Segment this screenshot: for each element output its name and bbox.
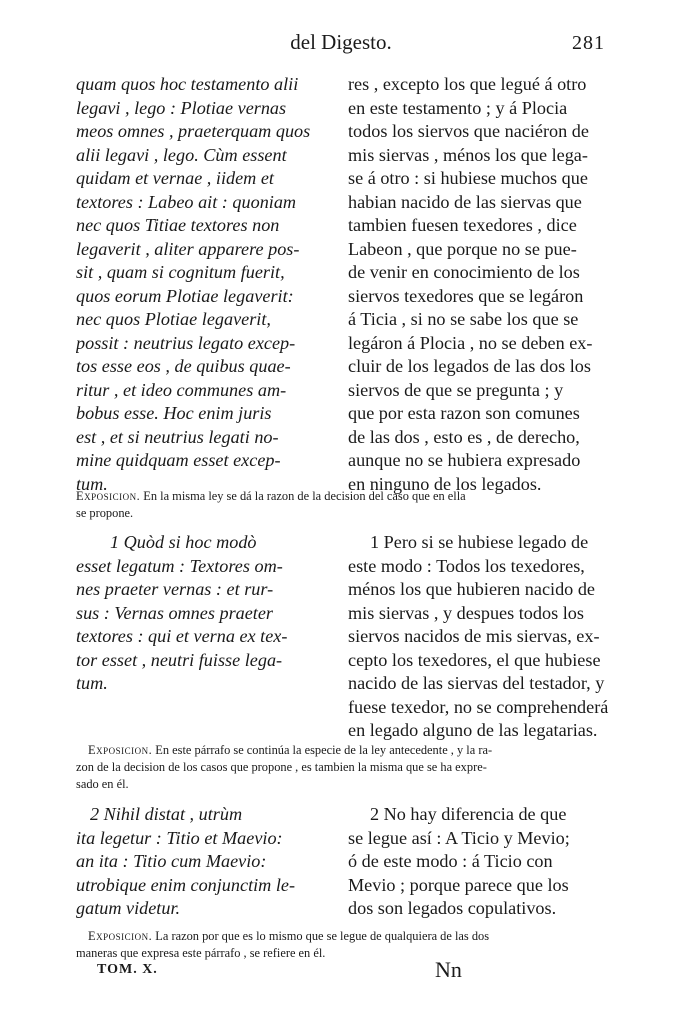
page-number: 281	[572, 32, 605, 54]
latin-column	[76, 531, 340, 696]
spanish-line: se á otro : si hubiese muchos que	[348, 168, 588, 188]
latin-line: utrobique enim conjunctim le-	[76, 874, 296, 895]
spanish-line: que por esta razon son comunes	[348, 403, 580, 423]
latin-column	[76, 73, 340, 496]
spanish-line: habian nacido de las siervas que	[348, 191, 582, 212]
exposition-line	[76, 742, 608, 759]
latin-line: nec quos Titiae textores non	[76, 215, 280, 235]
exposition-note	[76, 742, 608, 793]
latin-line: legaverit , aliter apparere pos-	[76, 238, 300, 259]
signature-mark: Nn	[435, 957, 462, 982]
spanish-line: nacido de las siervas del testador, y	[348, 673, 605, 693]
latin-line: alii legavi , lego. Cùm essent	[76, 144, 287, 165]
latin-line: textores : Labeo ait : quoniam	[76, 191, 297, 212]
exposition-text: En este párrafo se continúa la especie de la ley antecedente , y la ra-	[152, 743, 493, 757]
spanish-line: de las dos , esto es , de derecho,	[348, 426, 580, 447]
latin-line: tum.	[76, 473, 108, 494]
spanish-line: Mevio ; porque parece que los	[348, 874, 569, 895]
latin-line: ritur , et ideo communes am-	[76, 379, 287, 400]
latin-column	[76, 803, 340, 921]
exposition-text: La razon por que es lo mismo que se legue de qualquiera de las dos	[152, 929, 490, 943]
latin-line: textores : qui et verna ex tex-	[76, 626, 288, 646]
latin-line: est , et si neutrius legati no-	[76, 426, 279, 447]
latin-line: quidam et vernae , iidem et	[76, 168, 274, 188]
spanish-line: Labeon , que porque no se pue-	[348, 238, 577, 259]
spanish-line: mis siervas , y despues todos los	[348, 602, 584, 623]
exposition-label: Exposicion.	[76, 489, 141, 503]
spanish-line: cepto los texedores, el que hubiese	[348, 649, 601, 670]
spanish-line: res , excepto los que legué á otro	[348, 74, 587, 94]
latin-line: legavi , lego : Plotiae vernas	[76, 97, 287, 118]
spanish-line: á Ticia , si no se sabe los que se	[348, 309, 579, 329]
latin-line: sus : Vernas omnes praeter	[76, 602, 274, 623]
latin-line: possit : neutrius legato excep-	[76, 332, 296, 353]
latin-line: bobus esse. Hoc enim juris	[76, 403, 272, 423]
latin-line: mine quidquam esset excep-	[76, 450, 281, 470]
exposition-note	[76, 488, 608, 522]
spanish-line: todos los siervos que naciéron de	[348, 121, 589, 141]
latin-line: tos esse eos , de quibus quae-	[76, 356, 291, 376]
exposition-line: zon de la decision de los casos que propone , es tambien la misma que se ha expre-	[76, 760, 487, 774]
spanish-line: cluir de los legados de las dos los	[348, 356, 591, 376]
spanish-line: mis siervas , ménos los que lega-	[348, 144, 588, 165]
spanish-line: siervos texedores que se legáron	[348, 285, 584, 306]
spanish-line: 2 No hay diferencia de que	[370, 804, 567, 824]
exposition-label: Exposicion.	[88, 929, 153, 943]
latin-line: 1 Quòd si hoc modò	[110, 532, 257, 552]
spanish-line: este modo : Todos los texedores,	[348, 555, 585, 576]
latin-line: nec quos Plotiae legaverit,	[76, 309, 271, 329]
exposition-line: sado en él.	[76, 777, 129, 791]
volume-marker: TOM. X.	[97, 962, 158, 977]
latin-line: tum.	[76, 673, 108, 693]
spanish-line: 1 Pero si se hubiese legado de	[370, 532, 589, 552]
exposition-label: Exposicion.	[88, 743, 153, 757]
latin-line: ita legetur : Titio et Maevio:	[76, 827, 283, 848]
exposition-note	[76, 928, 608, 962]
spanish-line: siervos nacidos de mis siervas, ex-	[348, 626, 600, 646]
exposition-line	[76, 488, 608, 505]
spanish-line: se legue así : A Ticio y Mevio;	[348, 827, 570, 848]
spanish-line: tambien fuesen texedores , dice	[348, 215, 577, 235]
exposition-line: maneras que expresa este párrafo , se refiere en él.	[76, 946, 326, 960]
latin-line: nes praeter vernas : et rur-	[76, 579, 274, 599]
latin-line: 2 Nihil distat , utrùm	[90, 804, 243, 824]
spanish-line: siervos de que se pregunta ; y	[348, 379, 564, 400]
latin-line: quam quos hoc testamento alii	[76, 74, 299, 94]
exposition-line	[76, 928, 608, 945]
spanish-line: fuese texedor, no se comprehenderá	[348, 696, 609, 717]
latin-line: an ita : Titio cum Maevio:	[76, 851, 267, 871]
latin-line: quos eorum Plotiae legaverit:	[76, 285, 294, 306]
spanish-column	[348, 531, 610, 743]
latin-line: sit , quam si cognitum fuerit,	[76, 262, 285, 282]
latin-line: tor esset , neutri fuisse lega-	[76, 649, 283, 670]
latin-line: gatum videtur.	[76, 898, 181, 918]
spanish-line: dos son legados copulativos.	[348, 898, 557, 918]
spanish-line: en ninguno de los legados.	[348, 473, 542, 494]
spanish-column	[348, 803, 610, 921]
spanish-line: aunque no se hubiera expresado	[348, 450, 581, 470]
spanish-line: legáron á Plocia , no se deben ex-	[348, 332, 593, 353]
exposition-line: se propone.	[76, 506, 134, 520]
page-header-title: del Digesto.	[290, 30, 392, 54]
spanish-column	[348, 73, 610, 496]
spanish-line: en este testamento ; y á Plocia	[348, 97, 568, 118]
latin-line: esset legatum : Textores om-	[76, 555, 283, 576]
spanish-line: en legado alguno de las legatarias.	[348, 720, 598, 740]
exposition-text: En la misma ley se dá la razon de la decision del caso que en ella	[140, 489, 466, 503]
spanish-line: ó de este modo : á Ticio con	[348, 851, 553, 871]
spanish-line: ménos los que hubieren nacido de	[348, 579, 595, 599]
latin-line: meos omnes , praeterquam quos	[76, 121, 311, 141]
spanish-line: de venir en conocimiento de los	[348, 262, 580, 282]
